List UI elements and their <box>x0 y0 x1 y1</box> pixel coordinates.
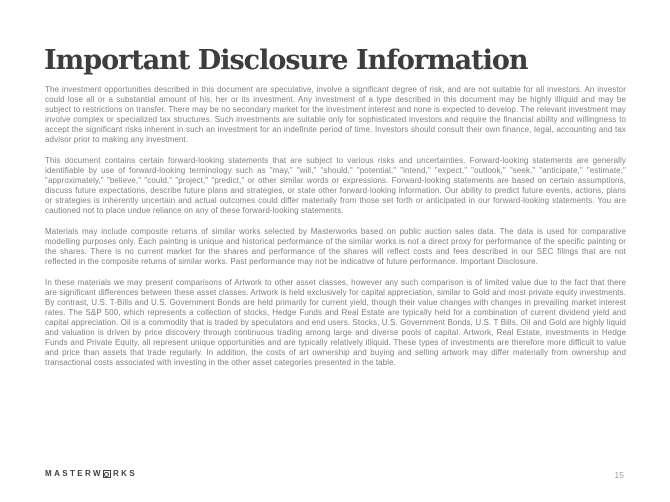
page-title: Important Disclosure Information <box>44 45 528 77</box>
masterworks-o-dot <box>104 472 109 477</box>
masterworks-logo-text-suffix: RKS <box>112 469 138 478</box>
disclosure-paragraph-1: The investment opportunities described in this document are speculative, involve a significant degree of risk, and are not suitable for all investors. An investor could lose all or a substantial amount of his, her or its investment. Any investment of a type described in this document may be highly illiquid and may be subject to restrictions on transfer. There may be no secondary market for the investment interest and none is expected to develop. The relevant investment may involve complex or specialized tax structures. Such investments are suitable only for sophisticated investors and require the financial ability and willingness to accept the significant risks inherent in such an investment for an indefinite period of time. Investors should consult their own finance, legal, accounting and tax advisor prior to making any investment. <box>45 85 626 144</box>
page-number: 15 <box>614 470 624 480</box>
masterworks-o-icon <box>103 470 111 478</box>
disclosure-paragraph-3: Materials may include composite returns of similar works selected by Masterworks based on public auction sales data. The data is used for comparative modelling purposes only. Each painting is unique and historical performance of the similar works is not a direct proxy for performance of the specific painting or the shares. There is no current market for the shares and performance of the shares will reflect costs and fees described in our SEC filings that are not reflected in the composite returns of similar works. Past performance may not be indicative of future performance. Important Disclosure. <box>45 227 626 266</box>
disclosure-paragraph-2: This document contains certain forward-looking statements that are subject to various risks and uncertainties. Forward-looking statements are generally identifiable by use of forward-looking terminology such as "may," "will," "should," "potential," "intend," "expect," "outlook," "seek," "anticipate," "estimate," "approximately," "believe," "could," "project," "predict," or other similar words or expressions. Forward-looking statements are based on certain assumptions, discuss future expectations, describe future plans and strategies, or state other forward-looking information. Our ability to predict future events, actions, plans or strategies is inherently uncertain and actual outcomes could differ materially from those set forth or anticipated in our forward-looking statements. You are cautioned not to place undue reliance on any of these forward-looking statements. <box>45 156 626 215</box>
disclosure-text-block <box>45 85 626 379</box>
masterworks-logo-text-prefix: MASTERW <box>45 469 103 478</box>
masterworks-logo <box>45 469 137 479</box>
disclosure-paragraph-4: In these materials we may present comparisons of Artwork to other asset classes, however any such comparison is of limited value due to the fact that there are significant differences between these asset classes. Artwork is held exclusively for capital appreciation, similar to Gold and most private equity investments. By contrast, U.S. T-Bills and U.S. Government Bonds are held primarily for current yield, though their value changes with changes in prevailing market interest rates. The S&P 500, which represents a collection of stocks, Hedge Funds and Real Estate are typically held for a combination of current dividend yield and capital appreciation. Oil is a commodity that is traded by speculators and end users. Stocks, U.S. Government Bonds, U.S. T Bills, Oil and Gold are highly liquid and valuation is driven by price discovery through continuous trading among large and diverse pools of capital. Artwork, Real Estate, investments in Hedge Funds and Private Equity, all represent unique opportunities and are typically relatively illiquid. These types of investments are therefore more difficult to value and price than assets that trade regularly. In addition, the costs of art ownership and buying and selling artwork may differ materially from ownership and transactional costs associated with investing in the other asset categories presented in the table. <box>45 278 626 367</box>
